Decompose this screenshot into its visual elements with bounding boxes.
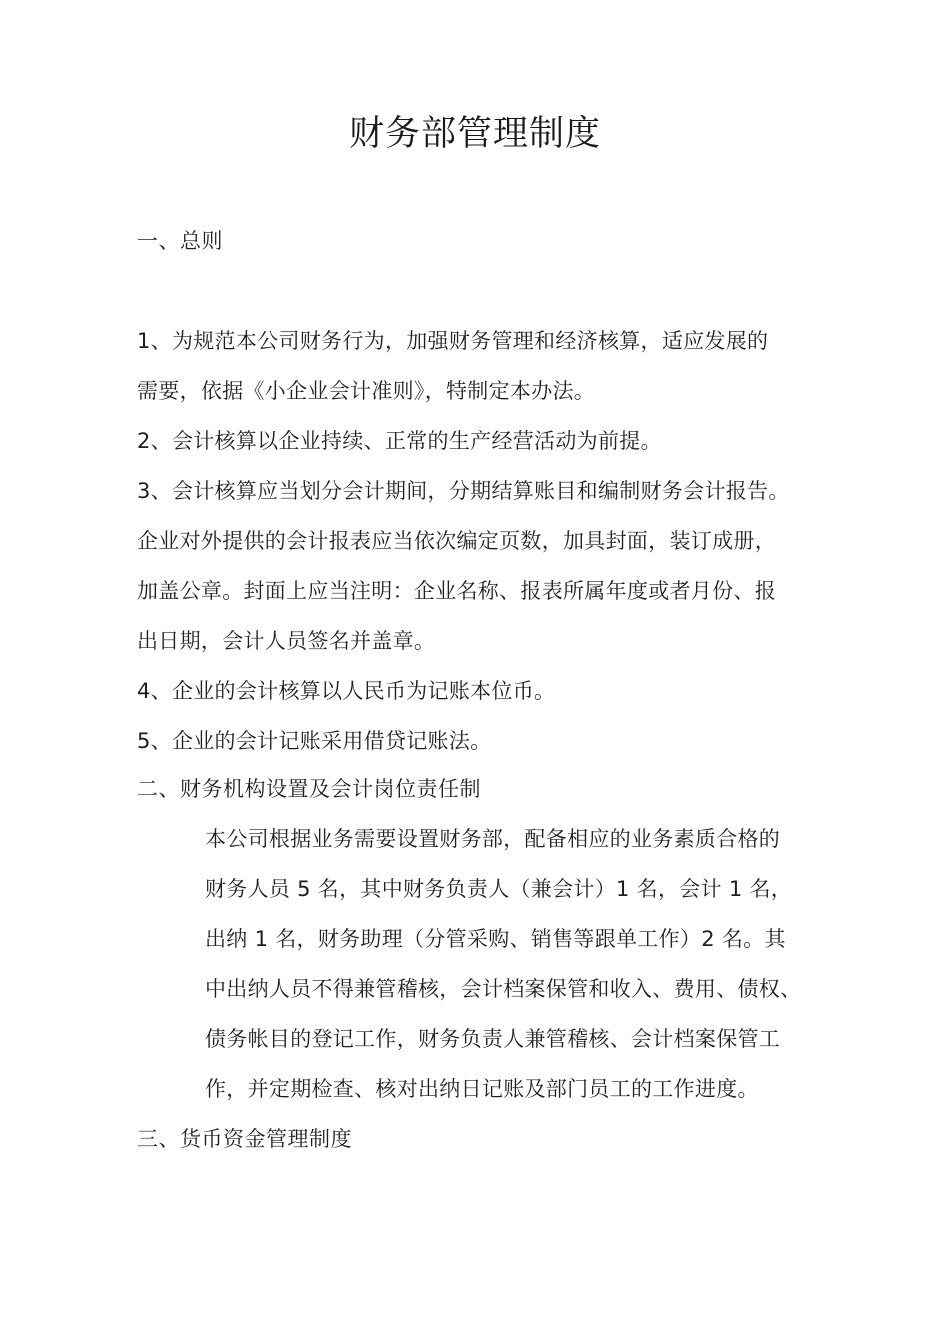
document-title: 财务部管理制度 xyxy=(348,114,601,154)
paragraph-line: 债务帐目的登记工作，财务负责人兼管稽核、会计档案保管工 xyxy=(205,1027,781,1051)
section-heading-general: 一、总则 xyxy=(137,229,223,253)
paragraph-line: 出日期，会计人员签名并盖章。 xyxy=(137,629,436,653)
paragraph-line: 本公司根据业务需要设置财务部，配备相应的业务素质合格的 xyxy=(205,827,781,851)
paragraph-line: 财务人员 5 名，其中财务负责人（兼会计）1 名，会计 1 名， xyxy=(205,877,793,901)
paragraph-line: 出纳 1 名，财务助理（分管采购、销售等跟单工作）2 名。其 xyxy=(205,927,786,951)
paragraph-line: 企业对外提供的会计报表应当依次编定页数，加具封面，装订成册， xyxy=(137,529,776,553)
paragraph-line: 作，并定期检查、核对出纳日记账及部门员工的工作进度。 xyxy=(205,1077,759,1101)
paragraph-line: 3、会计核算应当划分会计期间，分期结算账目和编制财务会计报告。 xyxy=(137,479,790,503)
paragraph-line: 中出纳人员不得兼管稽核，会计档案保管和收入、费用、债权、 xyxy=(205,977,802,1001)
paragraph-line: 2、会计核算以企业持续、正常的生产经营活动为前提。 xyxy=(137,429,662,453)
paragraph-line: 加盖公章。封面上应当注明：企业名称、报表所属年度或者月份、报 xyxy=(137,579,776,603)
paragraph-line: 5、企业的会计记账采用借贷记账法。 xyxy=(137,729,492,753)
paragraph-line: 需要，依据《小企业会计准则》，特制定本办法。 xyxy=(137,379,596,403)
section-heading-organization: 二、财务机构设置及会计岗位责任制 xyxy=(137,777,481,801)
paragraph-line: 4、企业的会计核算以人民币为记账本位币。 xyxy=(137,679,556,703)
paragraph-line: 1、为规范本公司财务行为，加强财务管理和经济核算，适应发展的 xyxy=(137,329,769,353)
section-heading-monetary-funds: 三、货币资金管理制度 xyxy=(137,1127,352,1151)
